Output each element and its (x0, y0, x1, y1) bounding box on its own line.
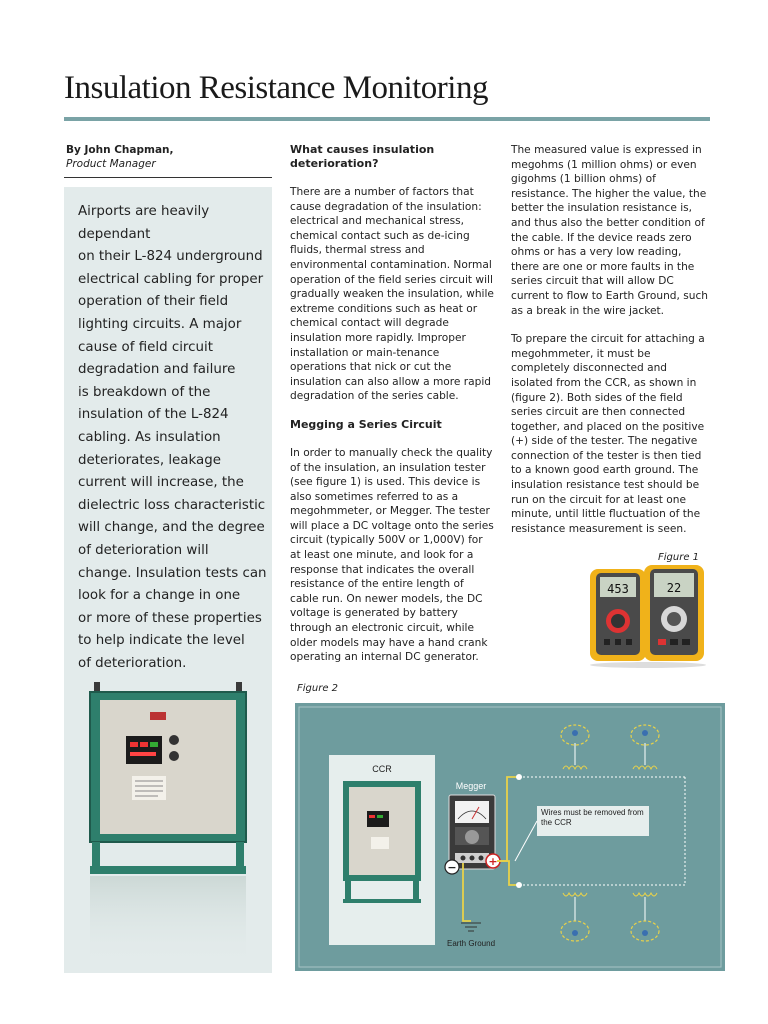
sidebar-line: Airports are heavily dependant (78, 204, 210, 242)
megger-label: Megger (455, 781, 487, 791)
sidebar-line: degradation and failure (78, 362, 236, 378)
sidebar-line: of deterioration. (78, 655, 187, 671)
paragraph: The measured value is expressed in megohms (1 million ohms) or even gigohms (1 billion ohms) of resistance. The higher the value, the better the insulation resistance is, and thus also the better condition of the cable. If the device reads zero ohms or has a very low reading, there are one or more faults in the series circuit that will allow DC current to flow to Earth Ground, such as a break in the wire jacket. (511, 144, 709, 317)
ccr-cabinet-photo (70, 680, 266, 970)
positive-terminal: + (488, 855, 498, 868)
sidebar-line: deteriorates, leakage (78, 452, 221, 468)
sidebar-line: current will increase, the (78, 475, 244, 491)
sidebar-line: electrical cabling for proper (78, 271, 264, 287)
sidebar-line: on their L-824 underground (78, 249, 263, 265)
sidebar-line: look for a change in one (78, 588, 241, 604)
megger-connection-diagram (295, 703, 725, 971)
paragraph: To prepare the circuit for attaching a megohmmeter, it must be completely disconnected and isolated from the CCR, as shown in (figure 2). Both sides of the field series circuit are then connected together, and placed on the positive (+) side of the tester. The negative connection of the tester is then tied to a known good earth ground. The insulation resistance test should be run on the circuit for at least one minute, until little fluctuation of the resistance measurement is seen. (511, 333, 705, 535)
sidebar-line: dielectric loss characteristic (78, 497, 266, 513)
insulation-tester-photo (586, 563, 710, 669)
sidebar-line: to help indicate the level (78, 633, 245, 649)
heading-megging: Megging a Series Circuit (290, 417, 442, 431)
byline (66, 143, 174, 171)
sidebar-line: is breakdown of the (78, 384, 211, 400)
author-name: By John Chapman, (66, 144, 174, 156)
title-rule (64, 117, 710, 121)
author-role: Product Manager (66, 158, 156, 170)
sidebar-text (78, 201, 268, 675)
paragraph: In order to manually check the quality of the insulation, an insulation tester (see figure 1) is used. This device is also sometimes referred to as a megohmmeter, or Megger. The tester will place a DC voltage onto the series circuit (typically 500V or 1,000V) for at least one minute, and look for a response that indicates the overall resistance of the entire length of cable run. On newer models, the DC voltage is generated by battery through an electronic circuit, while older models may have a hand crank operating an internal DC generator. (290, 446, 494, 664)
sidebar-line: change. Insulation tests can (78, 565, 267, 581)
column-2 (290, 143, 495, 679)
sidebar-line: cause of field circuit (78, 339, 213, 355)
byline-rule (64, 177, 272, 178)
ccr-label: CCR (372, 764, 392, 774)
negative-terminal: − (447, 861, 457, 874)
heading-insulation-deterioration: What causes insulation deterioration? (290, 143, 435, 170)
sidebar-line: lighting circuits. A major (78, 316, 242, 332)
meter-2-reading: 22 (666, 581, 682, 595)
sidebar-line: insulation of the L-824 (78, 407, 229, 423)
removal-note: Wires must be removed from the CCR (541, 808, 644, 827)
sidebar-line: operation of their field (78, 294, 229, 310)
sidebar-line: of deterioration will (78, 542, 209, 558)
column-3 (511, 143, 711, 550)
sidebar-line: will change, and the degree (78, 520, 265, 536)
paragraph: There are a number of factors that cause degradation of the insulation: electrical and mechanical stress, chemical contact such as de-icing fluids, thermal stress and environmental contamination. Normal operation of the field series circuit will gradually weaken the insulation, while extreme conditions such as heat or chemical contact will degrade insulation more rapidly. Improper installation or main-tenance operations that nick or cut the insulation can also allow a more rapid degradation of the series cable. (290, 186, 494, 403)
meter-1-reading: 453 (607, 582, 629, 596)
sidebar-line: or more of these properties (78, 610, 262, 626)
figure-1-label: Figure 1 (658, 552, 700, 563)
figure-2-label: Figure 2 (297, 683, 339, 694)
page-title: Insulation Resistance Monitoring (64, 70, 488, 106)
earth-ground-label: Earth Ground (446, 939, 496, 948)
sidebar-line: cabling. As insulation (78, 429, 221, 445)
